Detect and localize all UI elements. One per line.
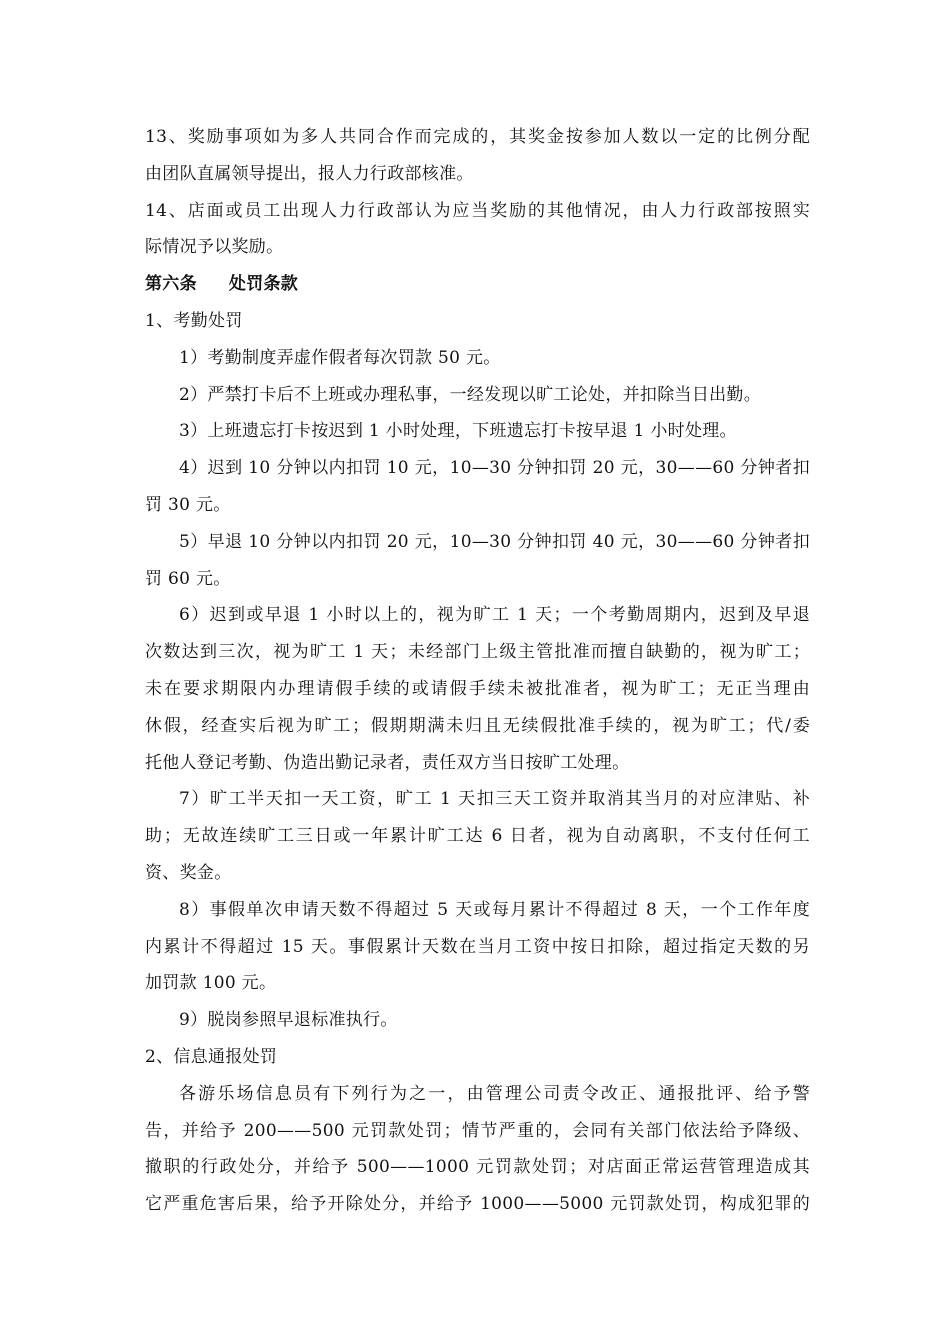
- article-6-title: 处罚条款: [228, 274, 299, 295]
- rule-7-line-3: 资、奖金。: [145, 862, 232, 883]
- rule-1: 1）考勤制度弄虚作假者每次罚款 50 元。: [179, 347, 501, 368]
- rule-6-line-3: 未在要求期限内办理请假手续的或请假手续未被批准者，视为旷工；无正当理由: [145, 678, 810, 699]
- document-page: [145, 119, 810, 1223]
- rule-4-line-1: 4）迟到 10 分钟以内扣罚 10 元，10—30 分钟扣罚 20 元，30——60 分钟者扣: [179, 458, 810, 479]
- reward-item-14-line-1: 14、店面或员工出现人力行政部认为应当奖励的其他情况，由人力行政部按照实: [145, 200, 810, 221]
- rule-7-line-2: 助；无故连续旷工三日或一年累计旷工达 6 日者，视为自动离职，不支付任何工: [145, 826, 810, 847]
- rule-9: 9）脱岗参照早退标准执行。: [179, 1010, 398, 1031]
- section-2-paragraph-line-4: 它严重危害后果，给予开除处分，并给予 1000——5000 元罚款处罚，构成犯罪的: [145, 1194, 810, 1215]
- rule-2: 2）严禁打卡后不上班或办理私事，一经发现以旷工论处，并扣除当日出勤。: [179, 384, 762, 405]
- section-1-heading: 1、考勤处罚: [145, 310, 243, 331]
- reward-item-14-line-2: 际情况予以奖励。: [145, 237, 284, 258]
- rule-6-line-4: 休假，经查实后视为旷工；假期期满未归且无续假批准手续的，视为旷工；代/委: [145, 715, 810, 736]
- article-6-heading: [145, 266, 810, 303]
- section-2-paragraph-line-3: 撤职的行政处分，并给予 500——1000 元罚款处罚；对店面正常运营管理造成其: [145, 1157, 810, 1178]
- rule-8-line-2: 内累计不得超过 15 天。事假累计天数在当月工资中按日扣除，超过指定天数的另: [145, 936, 810, 957]
- rule-5-line-1: 5）早退 10 分钟以内扣罚 20 元，10—30 分钟扣罚 40 元，30——60 分钟者扣: [179, 531, 810, 552]
- rule-8-line-3: 加罚款 100 元。: [145, 973, 277, 994]
- reward-item-13-line-2: 由团队直属领导提出，报人力行政部核准。: [145, 163, 474, 184]
- section-2-paragraph-line-1: 各游乐场信息员有下列行为之一，由管理公司责令改正、通报批评、给予警: [179, 1083, 810, 1104]
- rule-3: 3）上班遗忘打卡按迟到 1 小时处理，下班遗忘打卡按早退 1 小时处理。: [179, 421, 737, 442]
- rule-5-line-2: 罚 60 元。: [145, 568, 231, 589]
- article-6-number: 第六条: [145, 274, 197, 295]
- section-2-paragraph-line-2: 告，并给予 200——500 元罚款处罚；情节严重的，会同有关部门依法给予降级、: [145, 1120, 810, 1141]
- section-2-heading: 2、信息通报处罚: [145, 1046, 278, 1067]
- rule-6-line-1: 6）迟到或早退 1 小时以上的，视为旷工 1 天；一个考勤周期内，迟到及早退: [179, 605, 810, 626]
- rule-6-line-2: 次数达到三次，视为旷工 1 天；未经部门上级主管批准而擅自缺勤的，视为旷工；: [145, 642, 810, 663]
- rule-8-line-1: 8）事假单次申请天数不得超过 5 天或每月累计不得超过 8 天，一个工作年度: [179, 899, 810, 920]
- rule-6-line-5: 托他人登记考勤、伪造出勤记录者，责任双方当日按旷工处理。: [145, 752, 630, 773]
- rule-7-line-1: 7）旷工半天扣一天工资，旷工 1 天扣三天工资并取消其当月的对应津贴、补: [179, 789, 810, 810]
- reward-item-13-line-1: 13、奖励事项如为多人共同合作而完成的，其奖金按参加人数以一定的比例分配: [145, 127, 810, 147]
- rule-4-line-2: 罚 30 元。: [145, 494, 231, 515]
